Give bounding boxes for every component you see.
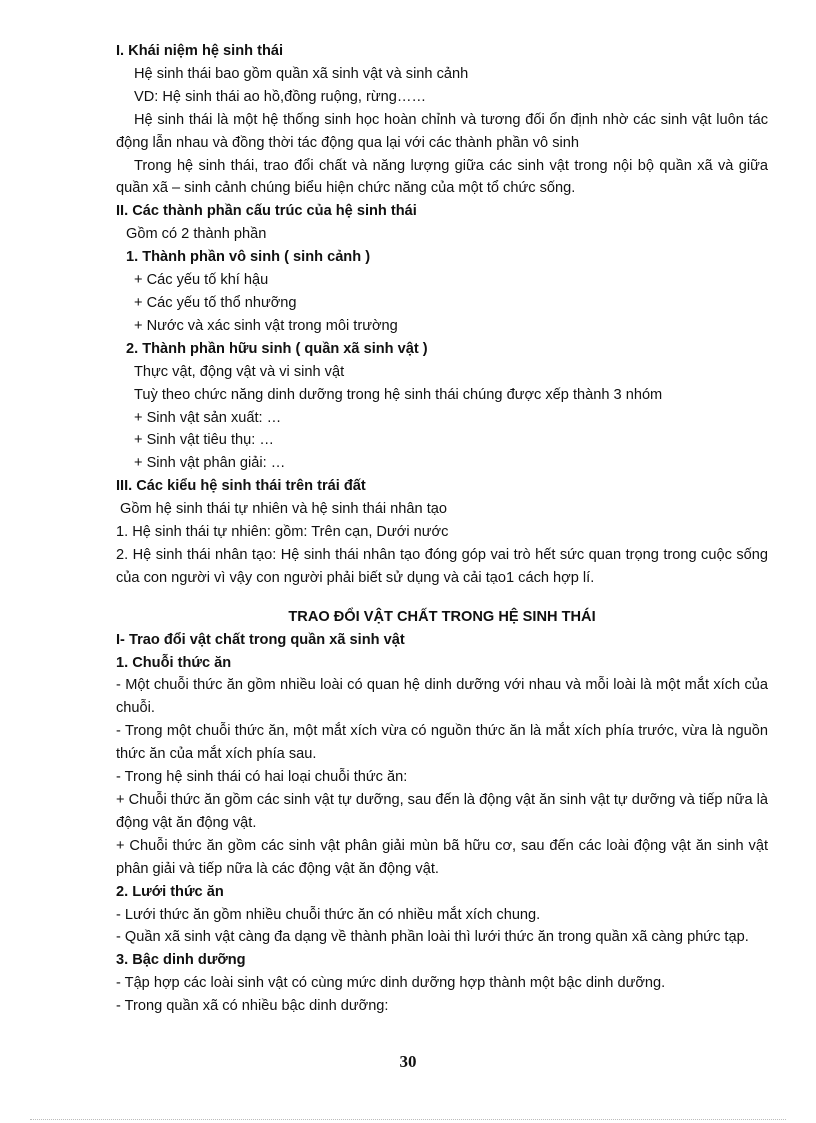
footer-divider [30, 1119, 786, 1120]
page-number: 30 [399, 1052, 417, 1071]
list-item: - Lưới thức ăn gồm nhiều chuỗi thức ăn có nhiều mắt xích chung. [116, 906, 541, 923]
paragraph: Hệ sinh thái là một hệ thống sinh học hoàn chỉnh và tương đối ổn định nhờ các sinh vật luôn tác động lẫn nhau và đồng thời tác động qua lại với các thành phần vô sinh [116, 111, 768, 151]
paragraph: Gồm hệ sinh thái tự nhiên và hệ sinh thái nhân tạo [120, 501, 447, 518]
list-item: + Sinh vật tiêu thụ: … [134, 432, 274, 449]
list-item: - Trong hệ sinh thái có hai loại chuỗi thức ăn: [116, 769, 408, 786]
paragraph: 2. Hệ sinh thái nhân tạo: Hệ sinh thái nhân tạo đóng góp vai trò hết sức quan trọng trong cuộc sống của con người vì vậy con người phải biết sử dụng và cải tạo1 cách hợp lí. [116, 546, 768, 586]
heading-matter-exchange: I- Trao đổi vật chất trong quần xã sinh vật [116, 631, 405, 648]
paragraph: Tuỳ theo chức năng dinh dưỡng trong hệ sinh thái chúng được xếp thành 3 nhóm [134, 386, 663, 403]
subheading-biotic: 2. Thành phần hữu sinh ( quần xã sinh vật ) [126, 340, 428, 357]
heading-ecosystem-concept: I. Khái niệm hệ sinh thái [116, 43, 284, 59]
subheading-abiotic: 1. Thành phần vô sinh ( sinh cảnh ) [126, 249, 371, 266]
paragraph: 1. Hệ sinh thái tự nhiên: gồm: Trên cạn, Dưới nước [116, 524, 449, 541]
paragraph: VD: Hệ sinh thái ao hồ,đồng ruộng, rừng…… [134, 88, 427, 105]
section-gap [116, 590, 768, 600]
subheading-trophic-level: 3. Bậc dinh dưỡng [116, 952, 246, 969]
heading-ecosystem-types: III. Các kiểu hệ sinh thái trên trái đất [116, 478, 366, 495]
list-item: + Chuỗi thức ăn gồm các sinh vật tự dưỡng, sau đến là động vật ăn sinh vật tự dưỡng và tiếp nữa là động vật ăn động vật. [116, 792, 768, 831]
section-title: TRAO ĐỔI VẬT CHẤT TRONG HỆ SINH THÁI [288, 608, 596, 625]
list-item: - Trong quần xã có nhiều bậc dinh dưỡng: [116, 998, 389, 1015]
list-item: - Quần xã sinh vật càng đa dạng về thành phần loài thì lưới thức ăn trong quần xã càng phức tạp. [116, 929, 749, 946]
heading-ecosystem-components: II. Các thành phần cấu trúc của hệ sinh thái [116, 203, 417, 220]
list-item: + Sinh vật phân giải: … [134, 455, 286, 472]
list-item: + Các yếu tố thổ nhưỡng [134, 294, 297, 311]
list-item: - Tập hợp các loài sinh vật có cùng mức dinh dưỡng hợp thành một bậc dinh dưỡng. [116, 975, 666, 992]
list-item: + Các yếu tố khí hậu [134, 272, 269, 289]
list-item: + Nước và xác sinh vật trong môi trường [134, 317, 398, 334]
list-item: - Một chuỗi thức ăn gồm nhiều loài có quan hệ dinh dưỡng với nhau và mỗi loài là một mắt xích của chuỗi. [116, 677, 768, 717]
paragraph: Gồm có 2 thành phần [126, 226, 267, 243]
paragraph: Trong hệ sinh thái, trao đổi chất và năng lượng giữa các sinh vật trong nội bộ quần xã và giữa quần xã – sinh cảnh chúng biểu hiện chức năng của một tổ chức sống. [116, 157, 768, 197]
document-page [116, 40, 768, 1018]
subheading-food-chain: 1. Chuỗi thức ăn [116, 654, 232, 671]
paragraph: Hệ sinh thái bao gồm quần xã sinh vật và sinh cảnh [134, 65, 469, 82]
paragraph: Thực vật, động vật và vi sinh vật [134, 363, 345, 380]
subheading-food-web: 2. Lưới thức ăn [116, 883, 224, 900]
list-item: + Sinh vật sản xuất: … [134, 409, 282, 426]
list-item: + Chuỗi thức ăn gồm các sinh vật phân giải mùn bã hữu cơ, sau đến các loài động vật ăn sinh vật phân giải và tiếp nữa là các động vật ăn động vật. [116, 837, 768, 877]
list-item: - Trong một chuỗi thức ăn, một mắt xích vừa có nguồn thức ăn là mắt xích phía trước, vừa là nguồn thức ăn của mắt xích phía sau. [116, 723, 768, 763]
